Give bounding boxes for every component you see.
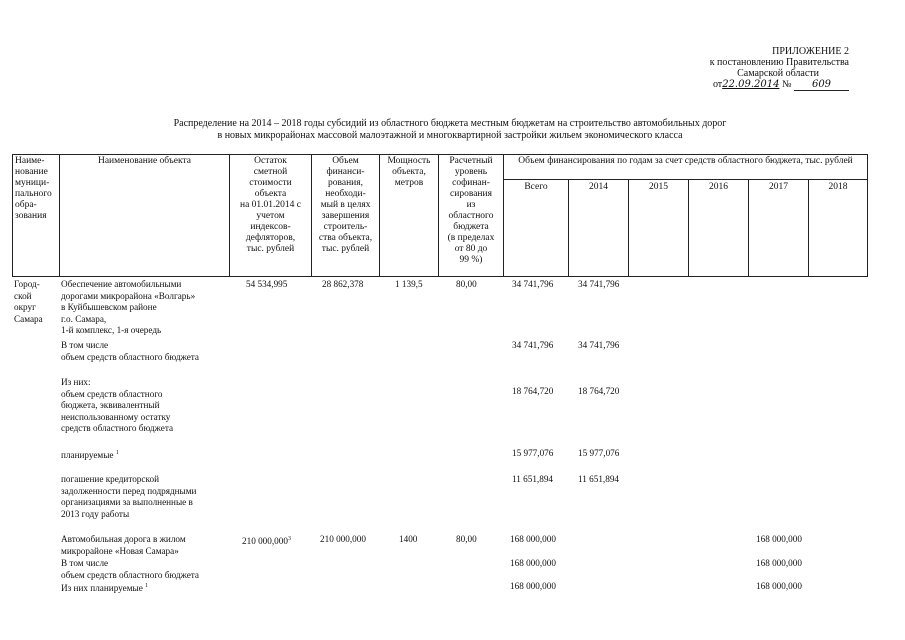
object1-incl-total: 34 741,796 <box>512 340 554 350</box>
object1-planned-footnote: 1 <box>115 450 119 456</box>
object1-planned-text: планируемые <box>61 450 114 461</box>
object1-funding: 28 862,378 <box>322 279 364 289</box>
object2-funding: 210 000,000 <box>320 534 366 544</box>
object2-remaining-footnote: 3 <box>287 536 291 542</box>
municipality-name: Город- ской округ Самара <box>14 279 43 324</box>
object1-of-them-label: Из них: объем средств областного бюджета, эквивалентный неиспользованному остатку средств областного бюджета <box>61 377 174 433</box>
date-prefix: от <box>712 79 723 90</box>
document-title <box>100 118 800 142</box>
object1-planned-label <box>61 448 119 462</box>
appendix-title: ПРИЛОЖЕНИЕ 2 <box>772 46 849 57</box>
object2-remaining <box>242 534 291 548</box>
object1-capacity: 1 139,5 <box>395 279 423 289</box>
appendix-date-line <box>629 79 849 91</box>
object2-2017: 168 000,000 <box>756 534 802 544</box>
object2-planned-total: 168 000,000 <box>510 581 556 591</box>
object2-level: 80,00 <box>456 534 477 544</box>
object1-remaining: 54 534,995 <box>246 279 288 289</box>
document-title-line2: в новых микрорайонах массовой малоэтажной и многоквартирной застройки жильем экономического класса <box>217 130 683 141</box>
object1-of-them-total: 18 764,720 <box>512 386 554 396</box>
object2-remaining-value: 210 000,000 <box>242 536 288 547</box>
object1-2014: 34 741,796 <box>578 279 620 289</box>
object2-planned-2017: 168 000,000 <box>756 581 802 591</box>
object1-debt-total: 11 651,894 <box>512 474 554 484</box>
object1-incl-label: В том числе объем средств областного бюджета <box>61 340 199 362</box>
object2-incl-label: В том числе объем средств областного бюджета <box>61 558 199 580</box>
object2-incl-2017: 168 000,000 <box>756 558 802 568</box>
object1-of-them-2014: 18 764,720 <box>578 386 620 396</box>
object1-planned-total: 15 977,076 <box>512 448 554 458</box>
number-value: 609 <box>794 79 849 91</box>
object2-total: 168 000,000 <box>510 534 556 544</box>
object1-planned-2014: 15 977,076 <box>578 448 620 458</box>
header-municipality: Наиме- нование муници- пального обра- зования <box>15 156 52 221</box>
object2-planned-footnote: 1 <box>145 583 149 589</box>
object1-debt-label: погашение кредиторской задолженности перед подрядными организациями за выполненные в 2013 году работы <box>61 474 197 519</box>
object2-incl-total: 168 000,000 <box>510 558 556 568</box>
appendix-block <box>629 46 849 91</box>
header-total: Всего <box>524 182 548 192</box>
header-capacity: Мощность объекта, метров <box>387 156 431 188</box>
header-2016: 2016 <box>709 182 728 192</box>
appendix-line1: к постановлению Правительства <box>709 57 849 68</box>
object1-level: 80,00 <box>456 279 477 289</box>
object2-name: Автомобильная дорога в жилом микрорайоне «Новая Самара» <box>61 534 186 556</box>
header-funding-by-year: Объем финансирования по годам за счет средств областного бюджета, тыс. рублей <box>518 156 853 166</box>
number-prefix: № <box>781 79 792 90</box>
object1-debt-2014: 11 651,894 <box>578 474 620 484</box>
object1-name: Обеспечение автомобильными дорогами микрорайона «Волгарь» в Куйбышевском районе г.о. Самара, 1-й комплекс, 1-я очередь <box>61 279 196 335</box>
object1-incl-2014: 34 741,796 <box>578 340 620 350</box>
header-funding-volume: Объем финанси- рования, необходи- мый в целях завершения строитель- ства объекта, тыс. рублей <box>318 156 373 254</box>
object2-planned-text: Из них планируемые <box>61 583 143 594</box>
header-cofinancing-level: Расчетный уровень софинан- сирования из областного бюджета (в пределах от 80 до 99 %) <box>447 156 495 265</box>
header-object-name: Наименование объекта <box>97 156 191 166</box>
appendix-line2: Самарской области <box>737 68 819 79</box>
object1-total: 34 741,796 <box>512 279 554 289</box>
object2-planned-label <box>61 581 148 595</box>
date-value: 22.09.2014 <box>722 79 780 90</box>
object2-capacity: 1400 <box>399 534 418 544</box>
header-2015: 2015 <box>649 182 668 192</box>
header-2018: 2018 <box>828 182 848 192</box>
header-remaining-cost: Остаток сметной стоимости объекта на 01.01.2014 с учетом индексов- дефляторов, тыс. рублей <box>239 156 302 254</box>
document-title-line1: Распределение на 2014 – 2018 годы субсидий из областного бюджета местным бюджетам на строительство автомобильных дорог <box>173 118 727 129</box>
header-2017: 2017 <box>769 182 788 192</box>
header-2014: 2014 <box>589 182 608 192</box>
